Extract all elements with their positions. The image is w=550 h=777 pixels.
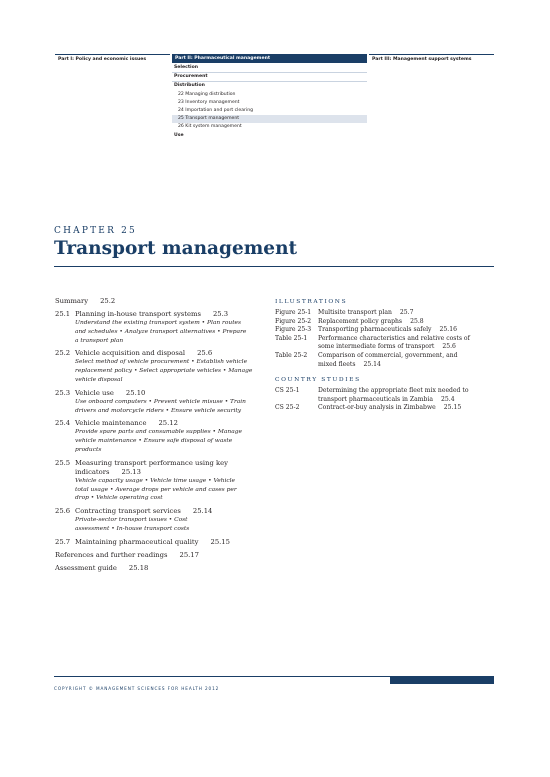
toc-number: 25.2	[55, 349, 71, 358]
item-page: 25.8	[410, 317, 424, 325]
toc-page: 25.10	[125, 388, 146, 397]
item-title: Contract-or-buy analysis in Zimbabwe	[318, 404, 436, 412]
list-item[interactable]	[275, 318, 500, 327]
section-menu	[172, 64, 367, 140]
item-text	[318, 352, 458, 369]
footer-bar	[390, 676, 494, 684]
item-text	[318, 318, 424, 327]
list-item[interactable]	[275, 387, 500, 404]
toc-number: 25.4	[55, 419, 71, 428]
item-line	[318, 352, 458, 361]
toc-subtopic-line: assessment • In-house transport costs	[75, 525, 190, 532]
toc-number: 25.7	[55, 537, 71, 546]
illustrations-heading: ILLUSTRATIONS	[275, 299, 348, 305]
toc-subtopic-line: and schedules • Analyze transport alternatives • Prepare	[75, 328, 247, 335]
toc-number: 25.5	[55, 458, 71, 467]
toc-heading-line	[55, 538, 265, 547]
item-page: 25.7	[399, 309, 414, 316]
country-studies-heading: COUNTRY STUDIES	[275, 377, 361, 384]
item-title: transport pharmaceuticals in Zambia	[318, 395, 434, 403]
item-title: some intermediate forms of transport	[318, 343, 435, 351]
country-studies-list	[275, 387, 500, 413]
toc-summary[interactable]	[55, 297, 265, 306]
item-text	[318, 387, 469, 404]
toc-title-continued	[55, 468, 265, 477]
toc-heading-line	[55, 310, 265, 319]
toc-page: 25.18	[128, 563, 149, 572]
chapter-link-23[interactable]: 23 Inventory management	[178, 99, 240, 105]
toc-subtopic-line: Understand the existing transport system • Plan routes	[75, 320, 242, 326]
chapter-link-25[interactable]: 25 Transport management	[172, 115, 367, 123]
section-distribution[interactable]: Distribution	[174, 83, 205, 89]
toc-subtopics	[55, 428, 265, 454]
toc-page: 25.12	[158, 419, 178, 428]
list-item[interactable]	[275, 309, 500, 318]
illustrations-list	[275, 309, 500, 369]
item-line	[318, 387, 469, 396]
item-line	[318, 326, 457, 335]
toc-subtopic-line: drivers and motorcycle riders • Ensure vehicle security	[75, 407, 242, 414]
toc-title: Assessment guide	[55, 563, 117, 572]
toc-title: Planning in-house transport systems	[75, 310, 201, 318]
footer-rule	[54, 676, 390, 677]
section-selection[interactable]: Selection	[172, 64, 367, 73]
title-rule	[54, 266, 494, 267]
chapter-link-24[interactable]: 24 Importation and port clearing	[178, 107, 254, 113]
toc-entry[interactable]	[55, 538, 265, 547]
toc-heading-line	[55, 389, 265, 398]
item-text	[318, 335, 470, 352]
toc-subtopic-line: total usage • Average drops per vehicle and cases per	[75, 486, 237, 493]
toc-heading-line	[55, 349, 265, 358]
toc-heading-line	[55, 459, 265, 468]
list-item[interactable]	[275, 352, 500, 369]
item-id: Table 25-1	[275, 334, 308, 342]
item-id: Figure 25-3	[275, 326, 312, 334]
section-use[interactable]: Use	[174, 132, 184, 138]
toc-subtopics	[55, 516, 265, 534]
item-id: Figure 25-1	[275, 309, 312, 316]
toc-title: Vehicle maintenance	[75, 419, 147, 428]
list-item[interactable]	[275, 404, 500, 413]
item-title: Comparison of commercial, government, and	[318, 351, 458, 359]
item-page: 25.4	[441, 395, 455, 403]
item-title: Multisite transport plan	[318, 309, 392, 316]
toc-title: Measuring transport performance using key	[75, 458, 228, 467]
chapter-title: Transport management	[54, 238, 298, 259]
item-text	[318, 326, 457, 335]
toc-subtopic-line: vehicle maintenance • Ensure safe disposal of waste	[75, 438, 233, 445]
item-title: mixed fleets	[318, 360, 356, 368]
chapter-link-22[interactable]: 22 Managing distribution	[178, 91, 236, 97]
toc-subtopic-line: products	[75, 446, 102, 453]
toc-subtopic-line: Use onboard computers • Prevent vehicle misuse • Train	[75, 398, 246, 405]
part-3-tab[interactable]: Part III: Management support systems	[369, 54, 494, 63]
item-title: Transporting pharmaceuticals safely	[318, 326, 432, 334]
item-page: 25.16	[439, 326, 457, 334]
copyright-notice: COPYRIGHT © MANAGEMENT SCIENCES FOR HEALTH 2012	[54, 686, 220, 691]
item-line	[318, 396, 469, 405]
toc-number: 25.3	[55, 388, 71, 397]
toc-entry[interactable]	[55, 389, 265, 416]
item-page: 25.6	[442, 343, 456, 351]
chapter-label: CHAPTER 25	[54, 226, 137, 236]
toc-subtopics	[55, 358, 265, 384]
toc-number: 25.1	[55, 310, 71, 318]
toc-entry[interactable]	[55, 310, 265, 345]
toc-subtopics	[55, 477, 265, 503]
toc-heading-line	[55, 507, 265, 516]
toc-subtopic-line: Select method of vehicle procurement • Establish vehicle	[75, 359, 248, 366]
item-id: Figure 25-2	[275, 317, 312, 325]
toc-subtopic-line: vehicle disposal	[75, 376, 123, 383]
item-line	[318, 318, 424, 327]
toc-subtopic-line: Vehicle capacity usage • Vehicle time usage • Vehicle	[75, 477, 236, 484]
toc-subtopic-line: drop • Vehicle operating cost	[75, 495, 163, 502]
toc-subtopic-line: a transport plan	[75, 337, 124, 344]
toc-heading-line	[55, 419, 265, 428]
toc-references[interactable]	[55, 551, 265, 560]
item-page: 25.15	[443, 404, 462, 412]
toc-title: References and further readings	[55, 550, 168, 559]
toc-subtopic-line: replacement policy • Select appropriate vehicles • Manage	[75, 368, 253, 375]
item-line	[318, 309, 413, 318]
toc-page: 25.2	[100, 297, 116, 305]
item-line	[318, 343, 470, 352]
toc-subtopics	[55, 398, 265, 416]
item-id: CS 25-1	[275, 387, 300, 395]
toc-title: Contracting transport services	[75, 507, 181, 516]
item-id: CS 25-2	[275, 404, 300, 412]
toc-title: Maintaining pharmaceutical quality	[75, 537, 199, 546]
list-item[interactable]	[275, 326, 500, 335]
item-page: 25.14	[363, 360, 381, 368]
toc-entry[interactable]	[55, 507, 265, 534]
toc-subtopic-line: Provide spare parts and consumable supplies • Manage	[75, 429, 242, 436]
item-line	[318, 361, 458, 370]
toc-title: Vehicle use	[75, 388, 114, 397]
toc-number: 25.6	[55, 507, 71, 516]
item-title: Performance characteristics and relative costs of	[318, 334, 470, 342]
toc-page: 25.17	[179, 550, 199, 559]
item-id: Table 25-2	[275, 351, 308, 359]
section-procurement[interactable]: Procurement	[172, 73, 367, 82]
toc-subtopics	[55, 319, 265, 345]
toc-page: 25.15	[210, 537, 230, 546]
chapter-link-26[interactable]: 26 Kit system management	[178, 124, 242, 130]
toc-page: 25.3	[212, 310, 229, 318]
toc-page: 25.14	[192, 507, 213, 516]
toc-entry[interactable]	[55, 459, 265, 503]
item-text	[318, 404, 461, 413]
toc-assessment[interactable]	[55, 564, 265, 573]
toc-entry[interactable]	[55, 349, 265, 384]
toc-page: 25.13	[121, 467, 141, 476]
toc-title: indicators	[75, 467, 110, 476]
toc-entry[interactable]	[55, 419, 265, 454]
table-of-contents	[55, 297, 265, 577]
toc-page: 25.6	[197, 349, 213, 358]
item-line	[318, 335, 470, 344]
toc-title: Summary	[55, 297, 89, 305]
part-1-tab[interactable]: Part I: Policy and economic issues	[55, 54, 170, 63]
part-2-tab[interactable]: Part II: Pharmaceutical management	[172, 54, 367, 63]
item-line	[318, 404, 461, 413]
list-item[interactable]	[275, 335, 500, 352]
item-title: Replacement policy graphs	[318, 317, 403, 325]
toc-subtopic-line: Private-sector transport issues • Cost	[75, 517, 188, 524]
toc-title: Vehicle acquisition and disposal	[75, 349, 186, 358]
part-navigation	[55, 54, 494, 63]
item-text	[318, 309, 413, 318]
item-title: Determining the appropriate fleet mix needed to	[318, 387, 469, 395]
right-column	[275, 299, 500, 413]
